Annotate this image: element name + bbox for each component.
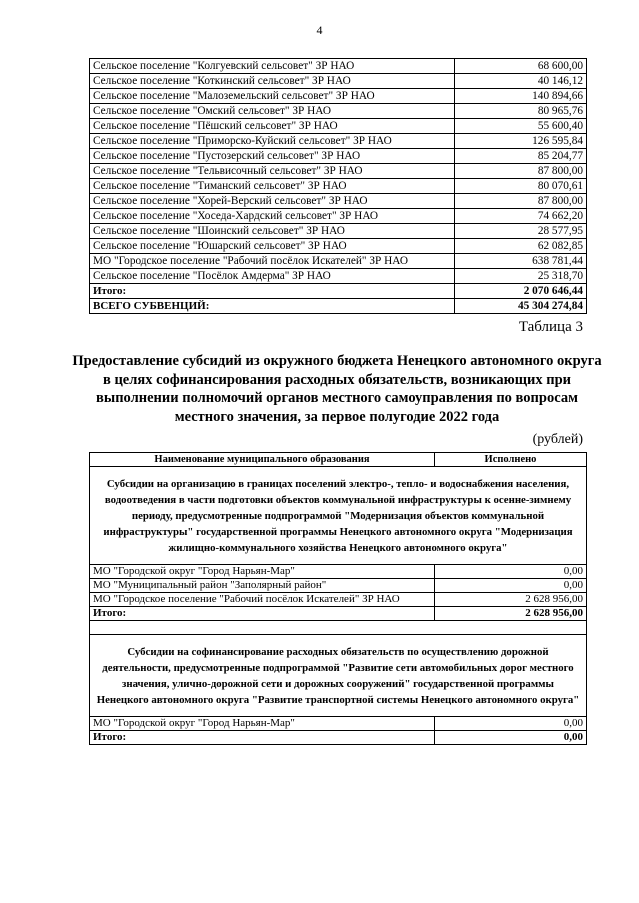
row-value: 55 600,40 [455, 119, 587, 134]
table-row [90, 224, 587, 239]
section-2-total-label: Итого: [90, 731, 435, 745]
row-value: 126 595,84 [455, 134, 587, 149]
row-name: Сельское поселение "Коткинский сельсовет" ЗР НАО [90, 74, 455, 89]
table-row [90, 59, 587, 74]
table-heading: Предоставление субсидий из окружного бюджета Ненецкого автономного округа в целях софинансирования расходных обязательств, возникающих при выполнении полномочий органов местного самоуправления по вопросам местного значения, за первое полугодие 2022 года [72, 353, 602, 425]
row-name: МО "Муниципальный район "Заполярный район" [90, 579, 435, 593]
column-header-value: Исполнено [435, 453, 587, 467]
section-1-total-row [90, 607, 587, 621]
subtotal-value: 2 070 646,44 [455, 284, 587, 299]
grand-total-row [90, 299, 587, 314]
section-2-total-row [90, 731, 587, 745]
section-2-title: Субсидии на софинансирование расходных обязательств по осуществлению дорожной деятельности, предусмотренные подпрограммой "Развитие сети автомобильных дорог местного значения, улично-дорожной сети и дорожных сооружений" государственной программы Ненецкого автономного округа "Развитие транспортной системы Ненецкого автономного округа" [90, 635, 587, 717]
table-row [90, 194, 587, 209]
row-name: Сельское поселение "Шоинский сельсовет" ЗР НАО [90, 224, 455, 239]
section-1-title-row [90, 467, 587, 565]
row-name: Сельское поселение "Хорей-Верский сельсовет" ЗР НАО [90, 194, 455, 209]
subventions-table-body [90, 59, 587, 284]
table-row [90, 119, 587, 134]
row-value: 62 082,85 [455, 239, 587, 254]
section-1-rows [90, 565, 587, 607]
row-value: 2 628 956,00 [435, 593, 587, 607]
row-value: 74 662,20 [455, 209, 587, 224]
row-value: 0,00 [435, 565, 587, 579]
spacer-cell [90, 621, 587, 635]
table-row [90, 209, 587, 224]
section-2-title-row [90, 635, 587, 717]
row-name: МО "Городское поселение "Рабочий посёлок Искателей" ЗР НАО [90, 593, 435, 607]
section-1-total-label: Итого: [90, 607, 435, 621]
table-row [90, 89, 587, 104]
row-name: Сельское поселение "Хоседа-Хардский сельсовет" ЗР НАО [90, 209, 455, 224]
table-row [90, 239, 587, 254]
row-value: 0,00 [435, 579, 587, 593]
row-name: МО "Городской округ "Город Нарьян-Мар" [90, 717, 435, 731]
row-name: Сельское поселение "Тельвисочный сельсовет" ЗР НАО [90, 164, 455, 179]
row-value: 80 965,76 [455, 104, 587, 119]
subsidies-table [89, 452, 587, 745]
table-row [90, 593, 587, 607]
grand-total-value: 45 304 274,84 [455, 299, 587, 314]
table-row [90, 134, 587, 149]
table-row [90, 179, 587, 194]
row-value: 140 894,66 [455, 89, 587, 104]
row-name: Сельское поселение "Приморско-Куйский сельсовет" ЗР НАО [90, 134, 455, 149]
page-number: 4 [316, 23, 323, 37]
table-row [90, 74, 587, 89]
table-row [90, 579, 587, 593]
row-value: 80 070,61 [455, 179, 587, 194]
row-value: 85 204,77 [455, 149, 587, 164]
row-value: 87 800,00 [455, 164, 587, 179]
grand-total-label: ВСЕГО СУБВЕНЦИЙ: [90, 299, 455, 314]
section-1-title: Субсидии на организацию в границах поселений электро-, тепло- и водоснабжения населения, водоотведения в части подготовки объектов коммунальной инфраструктуры к осенне-зимнему периоду, предусмотренные подпрограммой "Модернизация объектов коммунальной инфраструктуры" государственной программы Ненецкого автономного округа "Модернизация жилищно-коммунального хозяйства Ненецкого автономного округа" [90, 467, 587, 565]
column-header-name: Наименование муниципального образования [90, 453, 435, 467]
row-value: 0,00 [435, 717, 587, 731]
row-name: Сельское поселение "Тиманский сельсовет" ЗР НАО [90, 179, 455, 194]
section-1-total-value: 2 628 956,00 [435, 607, 587, 621]
row-name: Сельское поселение "Колгуевский сельсовет" ЗР НАО [90, 59, 455, 74]
subtotal-label: Итого: [90, 284, 455, 299]
section-2-total-value: 0,00 [435, 731, 587, 745]
row-value: 87 800,00 [455, 194, 587, 209]
subventions-table [89, 58, 587, 314]
row-value: 28 577,95 [455, 224, 587, 239]
row-name: Сельское поселение "Омский сельсовет" ЗР НАО [90, 104, 455, 119]
row-value: 40 146,12 [455, 74, 587, 89]
row-value: 638 781,44 [455, 254, 587, 269]
row-value: 68 600,00 [455, 59, 587, 74]
row-name: Сельское поселение "Юшарский сельсовет" ЗР НАО [90, 239, 455, 254]
row-name: Сельское поселение "Пустозерский сельсовет" ЗР НАО [90, 149, 455, 164]
row-value: 25 318,70 [455, 269, 587, 284]
row-name: МО "Городское поселение "Рабочий посёлок Искателей" ЗР НАО [90, 254, 455, 269]
spacer-row [90, 621, 587, 635]
table-label: Таблица 3 [518, 319, 583, 335]
row-name: Сельское поселение "Малоземельский сельсовет" ЗР НАО [90, 89, 455, 104]
unit-label: (рублей) [532, 432, 583, 447]
table-row [90, 717, 587, 731]
table-row [90, 104, 587, 119]
table-row [90, 164, 587, 179]
subtotal-row [90, 284, 587, 299]
row-name: Сельское поселение "Посёлок Амдерма" ЗР НАО [90, 269, 455, 284]
table-row [90, 149, 587, 164]
row-name: Сельское поселение "Пёшский сельсовет" ЗР НАО [90, 119, 455, 134]
table-row [90, 254, 587, 269]
header-row [90, 453, 587, 467]
table-row [90, 269, 587, 284]
table-row [90, 565, 587, 579]
section-2-rows [90, 717, 587, 731]
row-name: МО "Городской округ "Город Нарьян-Мар" [90, 565, 435, 579]
